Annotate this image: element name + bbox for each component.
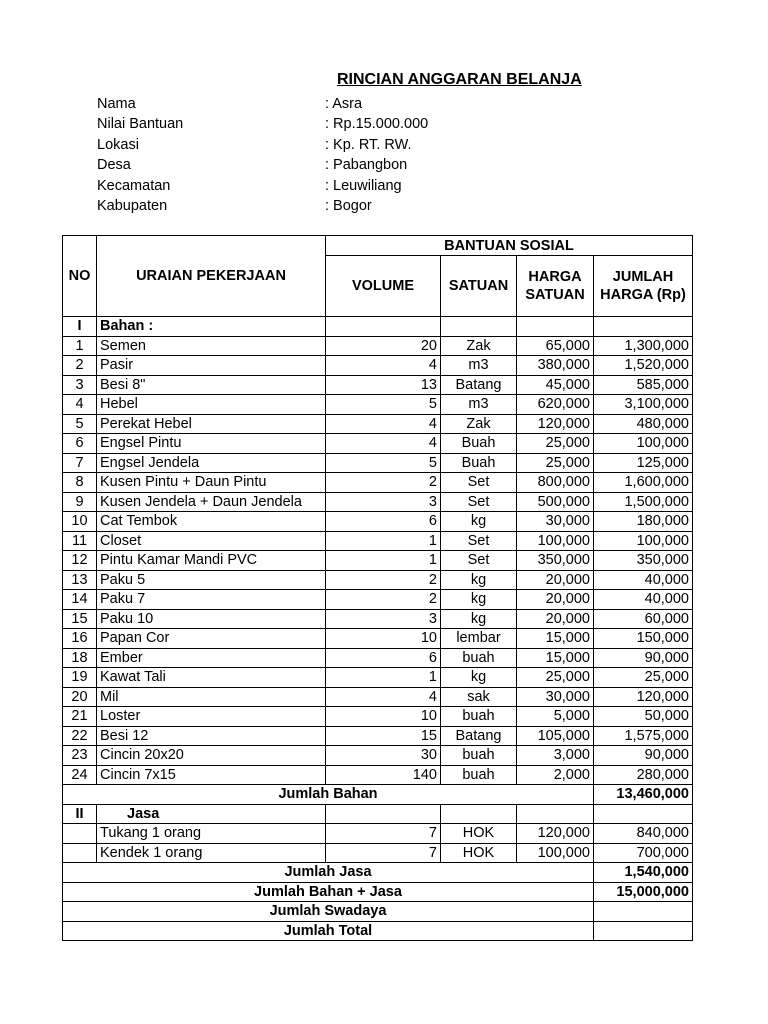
row-jumlah: 1,300,000	[594, 336, 693, 356]
row-volume: 3	[326, 492, 441, 512]
row-satuan: buah	[441, 765, 517, 785]
row-satuan: kg	[441, 570, 517, 590]
header-harga-line1: HARGA	[528, 269, 582, 285]
row-no: 14	[63, 590, 97, 610]
row-no: 15	[63, 609, 97, 629]
table-row	[63, 707, 693, 727]
row-harga: 120,000	[517, 824, 594, 844]
row-volume: 2	[326, 473, 441, 493]
table-row	[63, 590, 693, 610]
empty-cell	[594, 804, 693, 824]
section-label: Bahan :	[97, 317, 326, 337]
info-row	[97, 196, 597, 216]
info-value: : Pabangbon	[325, 157, 408, 174]
section-no: II	[63, 804, 97, 824]
row-harga: 20,000	[517, 609, 594, 629]
row-volume: 30	[326, 746, 441, 766]
subtotal-label: Jumlah Jasa	[63, 863, 594, 883]
row-item: Pasir	[97, 356, 326, 376]
row-volume: 2	[326, 590, 441, 610]
info-label: Nilai Bantuan	[97, 116, 184, 133]
row-satuan: buah	[441, 746, 517, 766]
row-item: Semen	[97, 336, 326, 356]
info-row	[97, 135, 597, 155]
info-value: : Kp. RT. RW.	[325, 136, 412, 153]
header-jumlah-line2: HARGA (Rp)	[600, 287, 686, 303]
info-label: Nama	[97, 96, 136, 112]
table-row	[63, 609, 693, 629]
table-row	[63, 434, 693, 454]
row-jumlah: 150,000	[594, 629, 693, 649]
row-item: Kusen Jendela + Daun Jendela	[97, 492, 326, 512]
row-no: 22	[63, 726, 97, 746]
row-volume: 4	[326, 356, 441, 376]
row-item: Besi 8"	[97, 375, 326, 395]
subtotal-value: 1,540,000	[594, 863, 693, 883]
row-harga: 20,000	[517, 590, 594, 610]
row-satuan: Batang	[441, 375, 517, 395]
row-no: 21	[63, 707, 97, 727]
row-no: 20	[63, 687, 97, 707]
row-jumlah: 25,000	[594, 668, 693, 688]
row-harga: 5,000	[517, 707, 594, 727]
table-row	[63, 668, 693, 688]
info-label: Kecamatan	[97, 177, 171, 194]
row-volume: 10	[326, 629, 441, 649]
row-jumlah: 1,575,000	[594, 726, 693, 746]
row-jumlah: 280,000	[594, 765, 693, 785]
row-item: Closet	[97, 531, 326, 551]
row-jumlah: 480,000	[594, 414, 693, 434]
row-no: 5	[63, 414, 97, 434]
empty-cell	[326, 804, 441, 824]
subtotal-label: Jumlah Bahan	[63, 785, 594, 805]
row-jumlah: 40,000	[594, 590, 693, 610]
row-volume: 5	[326, 395, 441, 415]
row-jumlah: 585,000	[594, 375, 693, 395]
row-item: Engsel Jendela	[97, 453, 326, 473]
row-jumlah: 700,000	[594, 843, 693, 863]
info-value: : Bogor	[325, 197, 372, 214]
empty-cell	[441, 317, 517, 337]
row-harga: 65,000	[517, 336, 594, 356]
section-row-jasa	[63, 804, 693, 824]
table-row	[63, 629, 693, 649]
header-volume: VOLUME	[326, 256, 441, 317]
budget-table	[62, 235, 693, 941]
section-label: Jasa	[97, 804, 326, 824]
row-volume: 7	[326, 824, 441, 844]
table-row	[63, 414, 693, 434]
info-block	[97, 94, 597, 216]
row-harga: 500,000	[517, 492, 594, 512]
row-volume: 13	[326, 375, 441, 395]
row-satuan: buah	[441, 707, 517, 727]
row-jumlah: 350,000	[594, 551, 693, 571]
row-jumlah: 1,500,000	[594, 492, 693, 512]
table-row	[63, 843, 693, 863]
info-label: Kabupaten	[97, 197, 168, 214]
row-satuan: kg	[441, 609, 517, 629]
row-item: Papan Cor	[97, 629, 326, 649]
table-row	[63, 356, 693, 376]
row-jumlah: 1,600,000	[594, 473, 693, 493]
row-satuan: Zak	[441, 414, 517, 434]
row-harga: 30,000	[517, 512, 594, 532]
row-item: Cat Tembok	[97, 512, 326, 532]
section-row-bahan	[63, 317, 693, 337]
total-label: Jumlah Bahan + Jasa	[63, 882, 594, 902]
header-satuan: SATUAN	[441, 256, 517, 317]
row-no: 24	[63, 765, 97, 785]
row-no: 12	[63, 551, 97, 571]
table-row	[63, 453, 693, 473]
row-no: 11	[63, 531, 97, 551]
row-jumlah: 840,000	[594, 824, 693, 844]
row-no: 4	[63, 395, 97, 415]
info-label: Desa	[97, 157, 131, 174]
empty-cell	[441, 804, 517, 824]
row-no: 10	[63, 512, 97, 532]
empty-cell	[594, 317, 693, 337]
row-satuan: Batang	[441, 726, 517, 746]
header-jumlah	[594, 256, 693, 317]
row-jumlah: 180,000	[594, 512, 693, 532]
info-value: : Rp.15.000.000	[325, 116, 429, 133]
row-satuan: sak	[441, 687, 517, 707]
row-satuan: Set	[441, 551, 517, 571]
table-row	[63, 395, 693, 415]
row-item: Paku 10	[97, 609, 326, 629]
row-no: 2	[63, 356, 97, 376]
subtotal-row-jasa	[63, 863, 693, 883]
row-harga: 2,000	[517, 765, 594, 785]
row-item: Cincin 7x15	[97, 765, 326, 785]
row-satuan: HOK	[441, 843, 517, 863]
row-jumlah: 100,000	[594, 531, 693, 551]
empty-cell	[517, 317, 594, 337]
row-volume: 6	[326, 512, 441, 532]
header-harga	[517, 256, 594, 317]
row-jumlah: 125,000	[594, 453, 693, 473]
row-jumlah: 90,000	[594, 746, 693, 766]
empty-cell	[517, 804, 594, 824]
row-satuan: lembar	[441, 629, 517, 649]
header-row	[63, 236, 693, 256]
row-harga: 30,000	[517, 687, 594, 707]
row-jumlah: 60,000	[594, 609, 693, 629]
row-item: Tukang 1 orang	[97, 824, 326, 844]
row-no: 8	[63, 473, 97, 493]
row-volume: 20	[326, 336, 441, 356]
row-volume: 7	[326, 843, 441, 863]
row-no	[63, 843, 97, 863]
table-row	[63, 551, 693, 571]
header-jumlah-line1: JUMLAH	[612, 269, 674, 285]
row-harga: 45,000	[517, 375, 594, 395]
total-row-total	[63, 921, 693, 941]
row-jumlah: 120,000	[594, 687, 693, 707]
table-row	[63, 375, 693, 395]
row-jumlah: 3,100,000	[594, 395, 693, 415]
total-value: 15,000,000	[594, 882, 693, 902]
row-item: Kendek 1 orang	[97, 843, 326, 863]
row-jumlah: 90,000	[594, 648, 693, 668]
info-value: : Asra	[325, 96, 363, 112]
row-volume: 4	[326, 687, 441, 707]
row-satuan: m3	[441, 356, 517, 376]
section-no: I	[63, 317, 97, 337]
row-no: 3	[63, 375, 97, 395]
subtotal-row-bahan	[63, 785, 693, 805]
row-volume: 1	[326, 668, 441, 688]
row-volume: 6	[326, 648, 441, 668]
table-row	[63, 648, 693, 668]
row-no: 9	[63, 492, 97, 512]
row-volume: 10	[326, 707, 441, 727]
table-row	[63, 512, 693, 532]
row-item: Mil	[97, 687, 326, 707]
row-satuan: buah	[441, 648, 517, 668]
info-label: Lokasi	[97, 136, 139, 153]
row-item: Kawat Tali	[97, 668, 326, 688]
row-satuan: kg	[441, 512, 517, 532]
subtotal-value: 13,460,000	[594, 785, 693, 805]
table-row	[63, 746, 693, 766]
row-harga: 3,000	[517, 746, 594, 766]
header-no: NO	[63, 236, 97, 317]
table-row	[63, 824, 693, 844]
row-jumlah: 50,000	[594, 707, 693, 727]
row-harga: 100,000	[517, 531, 594, 551]
row-harga: 25,000	[517, 668, 594, 688]
row-item: Loster	[97, 707, 326, 727]
total-label: Jumlah Total	[63, 921, 594, 941]
row-satuan: kg	[441, 590, 517, 610]
row-harga: 100,000	[517, 843, 594, 863]
row-harga: 15,000	[517, 629, 594, 649]
row-satuan: m3	[441, 395, 517, 415]
row-no: 19	[63, 668, 97, 688]
row-harga: 105,000	[517, 726, 594, 746]
row-satuan: Set	[441, 531, 517, 551]
empty-cell	[326, 317, 441, 337]
info-row	[97, 155, 597, 175]
row-satuan: kg	[441, 668, 517, 688]
table-row	[63, 531, 693, 551]
row-no: 6	[63, 434, 97, 454]
row-harga: 350,000	[517, 551, 594, 571]
row-volume: 4	[326, 434, 441, 454]
total-row-bahan-jasa	[63, 882, 693, 902]
row-no: 18	[63, 648, 97, 668]
total-value	[594, 921, 693, 941]
row-item: Pintu Kamar Mandi PVC	[97, 551, 326, 571]
row-harga: 25,000	[517, 453, 594, 473]
row-item: Besi 12	[97, 726, 326, 746]
row-harga: 20,000	[517, 570, 594, 590]
row-jumlah: 1,520,000	[594, 356, 693, 376]
row-item: Ember	[97, 648, 326, 668]
row-volume: 5	[326, 453, 441, 473]
row-volume: 3	[326, 609, 441, 629]
row-volume: 15	[326, 726, 441, 746]
row-volume: 140	[326, 765, 441, 785]
row-volume: 4	[326, 414, 441, 434]
header-harga-line2: SATUAN	[525, 287, 585, 303]
row-no: 1	[63, 336, 97, 356]
row-harga: 800,000	[517, 473, 594, 493]
row-item: Engsel Pintu	[97, 434, 326, 454]
table-row	[63, 570, 693, 590]
row-item: Perekat Hebel	[97, 414, 326, 434]
total-row-swadaya	[63, 902, 693, 922]
row-jumlah: 100,000	[594, 434, 693, 454]
row-jumlah: 40,000	[594, 570, 693, 590]
row-harga: 380,000	[517, 356, 594, 376]
document-title: RINCIAN ANGGARAN BELANJA	[337, 71, 582, 88]
info-row	[97, 114, 597, 134]
row-no: 7	[63, 453, 97, 473]
row-item: Paku 5	[97, 570, 326, 590]
row-satuan: Set	[441, 492, 517, 512]
table-row	[63, 765, 693, 785]
table-row	[63, 726, 693, 746]
info-value: : Leuwiliang	[325, 177, 402, 194]
row-no: 23	[63, 746, 97, 766]
row-no	[63, 824, 97, 844]
row-harga: 620,000	[517, 395, 594, 415]
row-no: 16	[63, 629, 97, 649]
total-label: Jumlah Swadaya	[63, 902, 594, 922]
row-item: Hebel	[97, 395, 326, 415]
row-satuan: HOK	[441, 824, 517, 844]
row-harga: 120,000	[517, 414, 594, 434]
row-item: Kusen Pintu + Daun Pintu	[97, 473, 326, 493]
info-row	[97, 176, 597, 196]
row-volume: 1	[326, 551, 441, 571]
row-volume: 1	[326, 531, 441, 551]
header-group: BANTUAN SOSIAL	[326, 236, 693, 256]
table-row	[63, 492, 693, 512]
row-item: Cincin 20x20	[97, 746, 326, 766]
row-volume: 2	[326, 570, 441, 590]
total-value	[594, 902, 693, 922]
table-row	[63, 687, 693, 707]
row-harga: 25,000	[517, 434, 594, 454]
row-satuan: Zak	[441, 336, 517, 356]
table-row	[63, 336, 693, 356]
row-satuan: Buah	[441, 453, 517, 473]
header-uraian: URAIAN PEKERJAAN	[97, 236, 326, 317]
row-no: 13	[63, 570, 97, 590]
row-harga: 15,000	[517, 648, 594, 668]
info-row	[97, 94, 597, 114]
table-row	[63, 473, 693, 493]
row-satuan: Buah	[441, 434, 517, 454]
row-satuan: Set	[441, 473, 517, 493]
row-item: Paku 7	[97, 590, 326, 610]
